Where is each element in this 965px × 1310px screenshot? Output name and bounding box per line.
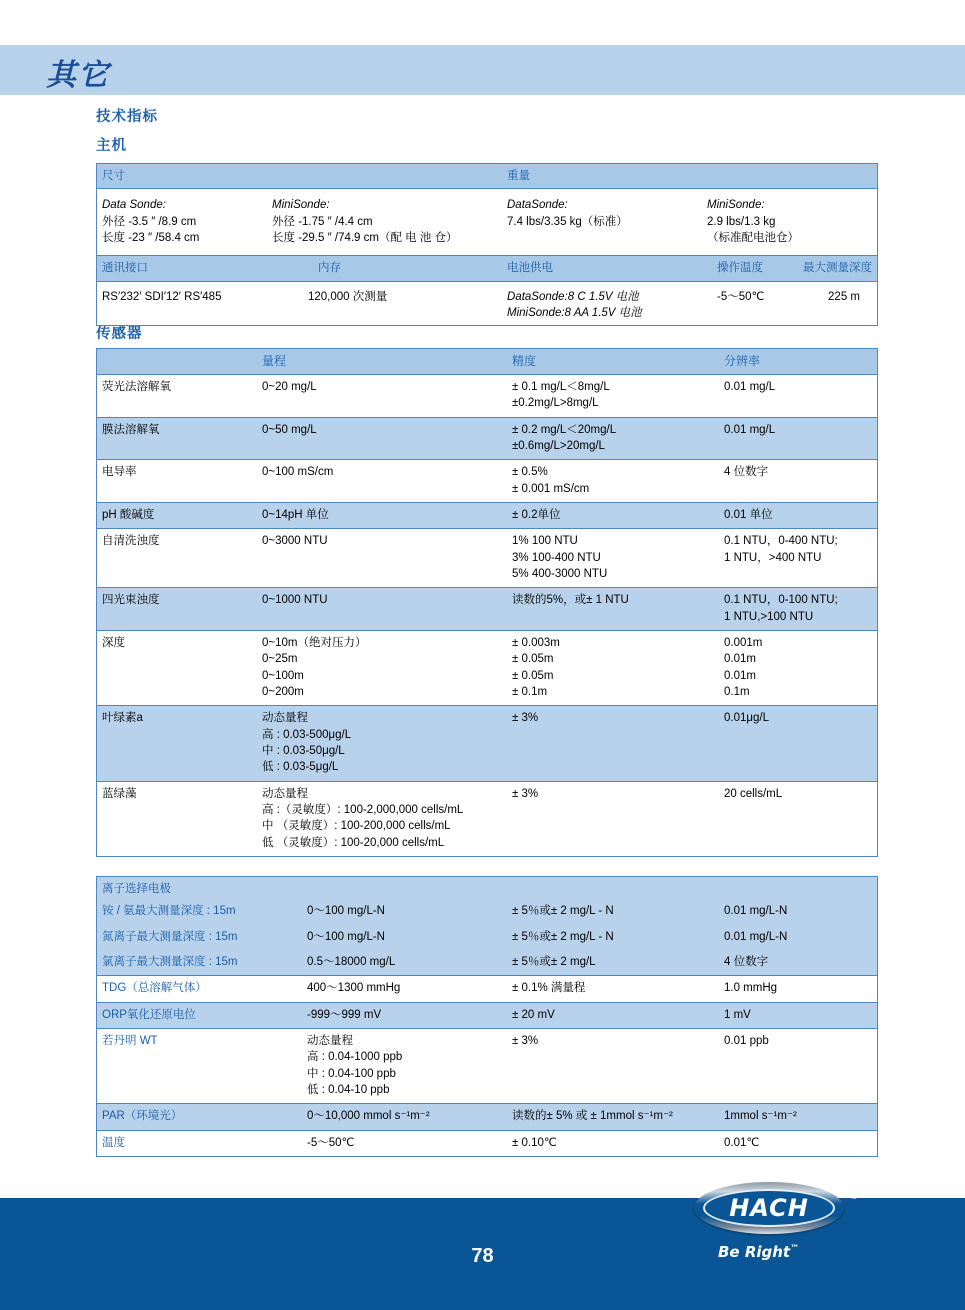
ise-range [301,1002,506,1028]
sensor-resolution [718,529,878,588]
host-cell-minisonde-weight [701,189,878,256]
ise-range-line-0: 0～10,000 mmol s⁻¹m⁻² [307,1110,430,1123]
sensor-accuracy-line-0: 读数的5%，或± 1 NTU [512,594,629,607]
table-row [96,925,878,950]
sensor-resolution-line-3: 0.1m [724,685,750,698]
logo-inner-oval [703,1189,835,1227]
sensor-name: pH 酸碱度 [96,503,256,529]
sensor-range-line-1: 高 :（灵敏度）: 100-2,000,000 cells/mL [262,803,464,816]
page-number: 78 [471,1245,494,1267]
sensor-accuracy [506,503,718,529]
sensor-resolution-line-0: 0.01 mg/L [724,381,776,394]
ise-range-line-0: -999～999 mV [307,1008,382,1021]
sensor-accuracy-line-0: ± 0.003m [512,636,560,649]
ise-range-line-2: 中 : 0.04-100 ppb [307,1067,396,1080]
host-header-temp: 操作温度 [717,262,763,275]
sensor-accuracy-line-1: ± 0.05m [512,653,554,666]
sensor-accuracy [506,529,718,588]
sensor-resolution [718,503,878,529]
minisonde-weight-title: MiniSonde: [707,199,765,212]
sensor-range [256,503,506,529]
host-header-memory: 内存 [266,256,501,281]
host-header-temp-depth-wrap [701,256,878,281]
ise-range-line-0: 0～100 mg/L-N [307,930,385,943]
ise-range-line-0: -5～50℃ [307,1136,355,1149]
sensor-name: 叶绿素a [96,706,256,781]
sensor-range-line-0: 0~1000 NTU [262,594,328,607]
sensor-accuracy [506,781,718,856]
ise-name: 若丹明 WT [96,1028,301,1103]
sensor-resolution [718,460,878,503]
ise-name: 氮离子最大测量深度 : 15m [96,925,301,950]
sensor-name: 膜法溶解氧 [96,417,256,460]
ise-range [301,976,506,1002]
table-row [96,1104,878,1130]
sensor-name: 自清洗浊度 [96,529,256,588]
sensor-accuracy-line-2: 5% 400-3000 NTU [512,567,608,580]
ise-resolution-line-0: 0.01℃ [724,1136,760,1149]
sensor-resolution [718,588,878,631]
sensor-range-line-0: 动态量程 [262,712,308,725]
minisonde-dim-2: 长度 -29.5 ″ /74.9 cm（配 电 池 仓） [272,231,458,244]
sensor-range-line-1: 0~25m [262,653,298,666]
sensor-name: 深度 [96,630,256,705]
ise-name: PAR（环境光） [96,1104,301,1130]
table-row [96,281,878,326]
minisonde-dim-1: 外径 -1.75 ″ /4.4 cm [272,215,373,228]
host-value-comm: RS′232′ SDI′12′ RS′485 [96,281,266,326]
table-row [96,630,878,705]
ise-accuracy [506,1002,718,1028]
sensor-range-line-0: 动态量程 [262,787,308,800]
table-row [96,503,878,529]
table-row [96,899,878,924]
ise-name: 氯离子最大测量深度 : 15m [96,950,301,976]
ise-resolution [718,1002,878,1028]
table-row [96,256,878,281]
ion-selective-electrode-table [96,876,878,1157]
sensor-name: 荧光法溶解氧 [96,375,256,418]
sensor-resolution-line-0: 0.1 NTU，0-400 NTU; [724,535,838,548]
trademark-icon: ™ [790,1244,800,1254]
sensor-resolution [718,417,878,460]
sensor-accuracy-line-0: ± 0.2 mg/L＜20mg/L [512,423,617,436]
ise-name: ORP氧化还原电位 [96,1002,301,1028]
table-row [96,417,878,460]
sensor-accuracy-line-2: ± 0.05m [512,669,554,682]
sensor-range-line-0: 0~50 mg/L [262,423,317,436]
ise-range [301,899,506,924]
sensor-range-line-3: 低 : 0.03-5μg/L [262,761,339,774]
logo-wordmark: HACH [729,1194,809,1222]
section-heading-host: 主机 [96,138,127,154]
sensor-accuracy-line-0: ± 3% [512,712,539,725]
ise-group-title: 离子选择电极 [96,877,878,900]
table-row [96,781,878,856]
sensor-header-accuracy: 精度 [506,349,718,375]
ise-range [301,1028,506,1103]
sensor-resolution [718,781,878,856]
sensor-accuracy-line-1: ± 0.001 mS/cm [512,482,590,495]
sensor-range-line-0: 0~14pH 单位 [262,509,329,521]
sensor-range-line-0: 0~100 mS/cm [262,466,334,479]
registered-trademark-icon: ® [850,1190,859,1202]
host-header-comm: 通讯接口 [96,256,266,281]
logo-oval-shape [694,1182,844,1234]
sensor-accuracy [506,460,718,503]
ise-resolution [718,950,878,976]
table-row [96,877,878,900]
sensor-accuracy [506,630,718,705]
sensor-range [256,375,506,418]
sensor-resolution-line-1: 1 NTU,>100 NTU [724,610,814,623]
sensor-accuracy-line-0: ± 0.5% [512,466,548,479]
ise-accuracy-line-0: ± 0.1% 满量程 [512,982,586,995]
sensor-resolution-line-2: 0.01m [724,669,756,682]
sensor-accuracy-line-1: ±0.2mg/L>8mg/L [512,397,599,410]
table-row [96,460,878,503]
ise-accuracy [506,925,718,950]
section-heading-specs: 技术指标 [96,109,158,125]
table-row [96,1002,878,1028]
table-row [96,189,878,256]
sensor-range [256,460,506,503]
section-heading-sensor: 传感器 [96,326,143,342]
ise-range-line-0: 400～1300 mmHg [307,982,401,995]
ise-range-line-0: 0～100 mg/L-N [307,905,385,918]
host-battery-minisonde: MiniSonde:8 AA 1.5V 电池 [507,306,642,319]
sensor-range [256,529,506,588]
ise-name: TDG（总溶解气体） [96,976,301,1002]
tagline-text: Be Right [718,1243,791,1261]
ise-resolution [718,1104,878,1130]
ise-accuracy-line-0: ± 5％或± 2 mg/L - N [512,905,614,918]
page-header-band [0,45,965,95]
sensor-accuracy-line-1: ±0.6mg/L>20mg/L [512,440,605,453]
ise-range-line-3: 低 : 0.04-10 ppb [307,1083,390,1096]
table-row [96,1028,878,1103]
host-battery-datasonde: DataSonde:8 C 1.5V 电池 [507,290,639,303]
sensor-name: 电导率 [96,460,256,503]
table-row [96,1130,878,1156]
host-value-memory: 120,000 次测量 [266,281,501,326]
sensor-resolution-line-0: 0.1 NTU，0-100 NTU; [724,594,838,607]
ise-accuracy [506,950,718,976]
sensor-range [256,706,506,781]
host-cell-minisonde-dims [266,189,501,256]
page-title: 其它 [46,58,110,93]
ise-accuracy-line-0: 读数的± 5% 或 ± 1mmol s⁻¹m⁻² [512,1110,673,1123]
sensor-header-range: 量程 [256,349,506,375]
host-cell-datasonde-dims [96,189,266,256]
sensor-resolution-line-0: 0.001m [724,636,763,649]
sensor-header-resolution: 分辨率 [718,349,878,375]
ise-resolution-line-0: 0.01 mg/L-N [724,930,788,943]
sensor-header-name [96,349,256,375]
ise-accuracy-line-0: ± 5％或± 2 mg/L [512,955,596,968]
ise-range [301,1104,506,1130]
sensor-resolution-line-0: 0.01μg/L [724,712,769,725]
sensor-accuracy-line-1: 3% 100-400 NTU [512,551,601,564]
ise-accuracy [506,899,718,924]
datasonde-dim-2: 长度 -23 ″ /58.4 cm [102,231,200,244]
ise-resolution-line-0: 1 mV [724,1008,751,1021]
host-value-battery [501,281,701,326]
sensor-resolution-line-0: 0.01 mg/L [724,423,776,436]
table-row [96,375,878,418]
table-row [96,588,878,631]
brand-tagline [718,1243,799,1261]
sensor-accuracy [506,417,718,460]
host-value-temp: -5～50℃ [717,290,765,303]
host-cell-datasonde-weight [501,189,701,256]
ise-name: 温度 [96,1130,301,1156]
sensor-range-line-2: 中 : 0.03-50μg/L [262,744,345,757]
minisonde-weight-note: （标准配电池仓） [707,231,799,244]
ise-accuracy [506,1130,718,1156]
sensor-range-line-0: 0~20 mg/L [262,381,317,394]
sensor-accuracy [506,588,718,631]
table-row [96,349,878,375]
datasonde-weight-value: 7.4 lbs/3.35 kg（标准） [507,215,628,228]
sensor-accuracy-line-3: ± 0.1m [512,685,548,698]
hach-logo [694,1182,874,1236]
ise-resolution [718,899,878,924]
ise-accuracy-line-0: ± 0.10℃ [512,1136,557,1149]
host-value-temp-depth-wrap [701,281,878,326]
table-row [96,950,878,976]
sensor-resolution-line-0: 20 cells/mL [724,787,783,800]
minisonde-title: MiniSonde: [272,199,330,212]
sensor-range-line-1: 高 : 0.03-500μg/L [262,728,352,741]
datasonde-weight-title: DataSonde: [507,199,568,212]
sensor-range [256,630,506,705]
ise-resolution-line-0: 1.0 mmHg [724,982,778,995]
sensor-resolution-line-1: 0.01m [724,653,756,666]
sensor-range-line-0: 0~10m（绝对压力） [262,636,367,649]
sensor-resolution [718,630,878,705]
ise-range [301,1130,506,1156]
minisonde-weight-value: 2.9 lbs/1.3 kg [707,215,776,228]
ise-resolution-line-0: 0.01 ppb [724,1034,769,1047]
ise-range-line-0: 0.5～18000 mg/L [307,955,396,968]
ise-range [301,950,506,976]
ise-accuracy [506,1028,718,1103]
ise-range-line-1: 高 : 0.04-1000 ppb [307,1051,403,1064]
ise-resolution [718,925,878,950]
host-value-depth: 225 m [828,290,860,303]
ise-resolution-line-0: 1mmol s⁻¹m⁻² [724,1110,797,1123]
sensor-resolution-line-0: 0.01 单位 [724,509,773,521]
host-spec-table [96,163,878,326]
sensor-resolution [718,706,878,781]
sensor-range-line-0: 0~3000 NTU [262,535,328,548]
ise-accuracy-line-0: ± 3% [512,1034,539,1047]
sensor-accuracy [506,706,718,781]
host-header-battery: 电池供电 [501,256,701,281]
datasonde-dim-1: 外径 -3.5 ″ /8.9 cm [102,215,197,228]
ise-range [301,925,506,950]
sensor-range-line-3: 0~200m [262,685,304,698]
datasonde-title: Data Sonde: [102,199,166,212]
sensor-accuracy [506,375,718,418]
sensor-resolution-line-0: 4 位数字 [724,466,769,479]
ise-resolution [718,1130,878,1156]
sensor-range-line-2: 中 （灵敏度）: 100-200,000 cells/mL [262,820,451,833]
ise-accuracy-line-0: ± 20 mV [512,1008,555,1021]
sensor-range [256,588,506,631]
table-row [96,529,878,588]
ise-resolution-line-0: 0.01 mg/L-N [724,905,788,918]
table-row [96,706,878,781]
sensor-range-line-3: 低 （灵敏度）: 100-20,000 cells/mL [262,836,445,849]
sensor-spec-table [96,348,878,857]
host-header-dimensions: 尺寸 [96,164,501,189]
ise-range-line-0: 动态量程 [307,1034,353,1047]
ise-accuracy [506,1104,718,1130]
ise-resolution [718,1028,878,1103]
ise-resolution-line-0: 4 位数字 [724,955,769,968]
sensor-resolution [718,375,878,418]
ise-resolution [718,976,878,1002]
sensor-range-line-2: 0~100m [262,669,304,682]
sensor-name: 蓝绿藻 [96,781,256,856]
sensor-range [256,417,506,460]
sensor-range [256,781,506,856]
sensor-resolution-line-1: 1 NTU，>400 NTU [724,551,822,564]
ise-name: 铵 / 氨最大测量深度 : 15m [96,899,301,924]
sensor-accuracy-line-0: 1% 100 NTU [512,535,578,548]
host-header-depth: 最大测量深度 [803,262,872,275]
ise-accuracy [506,976,718,1002]
table-row [96,164,878,189]
ise-accuracy-line-0: ± 5％或± 2 mg/L - N [512,930,614,943]
sensor-accuracy-line-0: ± 3% [512,787,539,800]
host-header-weight: 重量 [501,164,878,189]
table-row [96,976,878,1002]
sensor-accuracy-line-0: ± 0.2单位 [512,509,561,521]
sensor-name: 四光束浊度 [96,588,256,631]
sensor-accuracy-line-0: ± 0.1 mg/L＜8mg/L [512,381,610,394]
